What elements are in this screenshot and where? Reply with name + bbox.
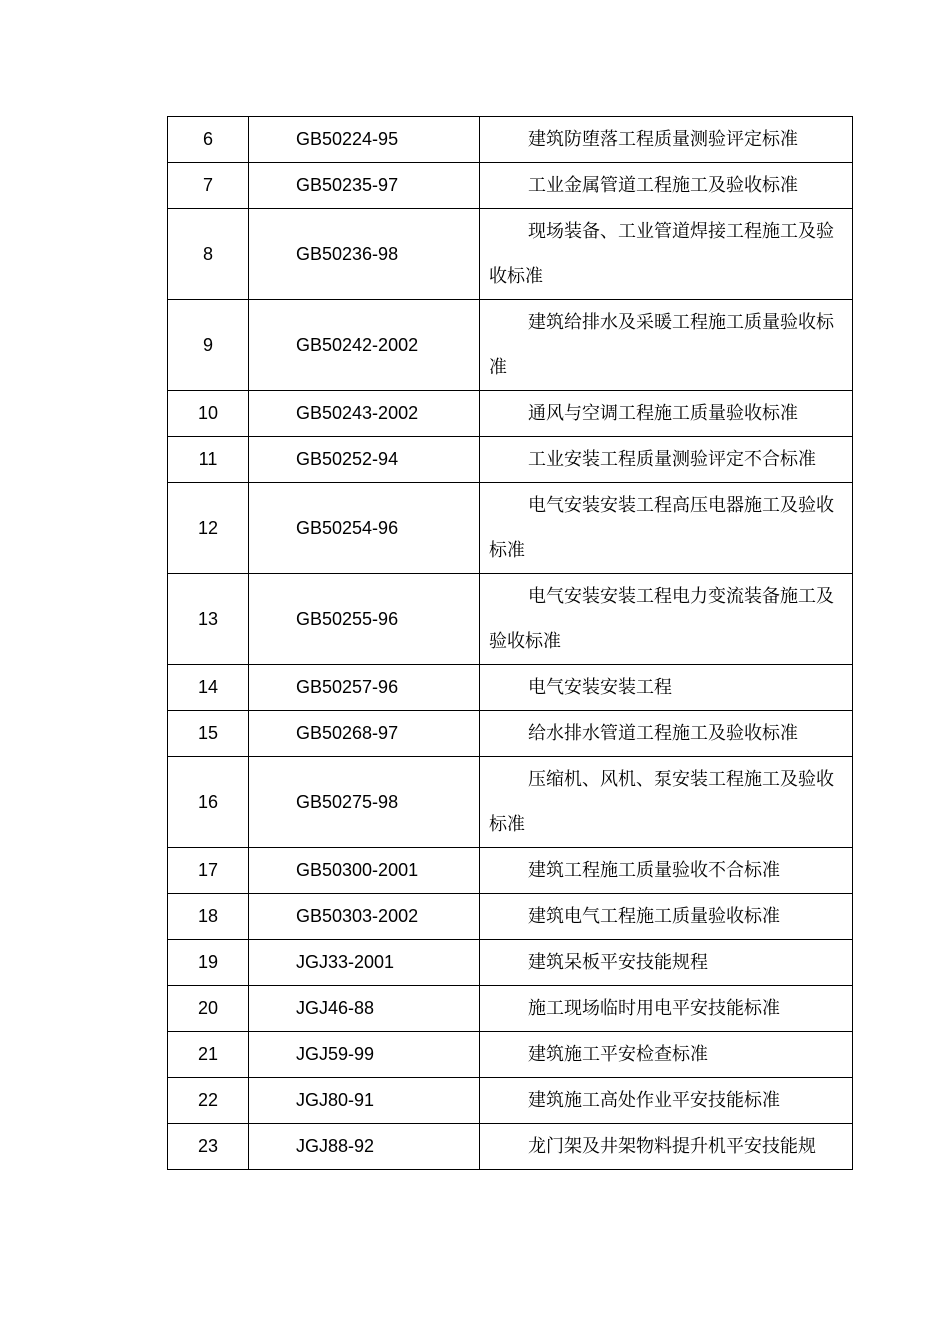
standard-title: 给水排水管道工程施工及验收标准 xyxy=(528,723,798,744)
table-row xyxy=(168,391,853,437)
standard-title-cell xyxy=(480,209,853,300)
table-row xyxy=(168,711,853,757)
standard-title-cell xyxy=(480,300,853,391)
table-row xyxy=(168,163,853,209)
standard-title: 通风与空调工程施工质量验收标准 xyxy=(528,403,798,424)
standard-code: GB50300-2001 xyxy=(249,848,480,894)
standard-code: GB50235-97 xyxy=(249,163,480,209)
table-row xyxy=(168,574,853,665)
standard-title: 电气安装安装工程电力变流装备施工及验收标准 xyxy=(489,586,834,652)
row-number: 11 xyxy=(168,437,249,483)
row-number: 15 xyxy=(168,711,249,757)
standard-title: 建筑给排水及采暖工程施工质量验收标准 xyxy=(489,312,834,378)
standards-table xyxy=(167,116,853,1170)
standard-title-cell xyxy=(480,117,853,163)
standard-code: GB50257-96 xyxy=(249,665,480,711)
row-number: 17 xyxy=(168,848,249,894)
table-row xyxy=(168,940,853,986)
standard-title: 压缩机、风机、泵安装工程施工及验收标准 xyxy=(489,769,834,835)
row-number: 9 xyxy=(168,300,249,391)
table-row xyxy=(168,986,853,1032)
standard-code: GB50243-2002 xyxy=(249,391,480,437)
standard-code: GB50303-2002 xyxy=(249,894,480,940)
standard-title-cell xyxy=(480,986,853,1032)
table-row xyxy=(168,300,853,391)
standard-code: GB50224-95 xyxy=(249,117,480,163)
standard-title: 建筑电气工程施工质量验收标准 xyxy=(528,906,780,927)
standard-title-cell xyxy=(480,848,853,894)
standard-title: 建筑施工平安检查标准 xyxy=(528,1044,708,1065)
standard-title-cell xyxy=(480,437,853,483)
row-number: 6 xyxy=(168,117,249,163)
standard-title: 建筑呆板平安技能规程 xyxy=(528,952,708,973)
row-number: 20 xyxy=(168,986,249,1032)
row-number: 19 xyxy=(168,940,249,986)
table-row xyxy=(168,894,853,940)
table-row xyxy=(168,757,853,848)
standard-code: GB50268-97 xyxy=(249,711,480,757)
table-row xyxy=(168,483,853,574)
standard-title-cell xyxy=(480,1124,853,1170)
standard-code: GB50254-96 xyxy=(249,483,480,574)
table-row xyxy=(168,1124,853,1170)
standard-title-cell xyxy=(480,163,853,209)
standard-code: GB50255-96 xyxy=(249,574,480,665)
standards-table-body xyxy=(168,117,853,1170)
table-row xyxy=(168,117,853,163)
standard-title: 电气安装安装工程 xyxy=(528,677,672,698)
row-number: 13 xyxy=(168,574,249,665)
standard-code: GB50275-98 xyxy=(249,757,480,848)
standard-title: 现场装备、工业管道焊接工程施工及验收标准 xyxy=(489,221,834,287)
standard-title-cell xyxy=(480,574,853,665)
table-row xyxy=(168,1032,853,1078)
standard-title-cell xyxy=(480,757,853,848)
standard-title: 建筑防堕落工程质量测验评定标准 xyxy=(528,129,798,150)
standard-title-cell xyxy=(480,665,853,711)
standard-title: 建筑施工高处作业平安技能标准 xyxy=(528,1090,780,1111)
table-row xyxy=(168,209,853,300)
standard-title-cell xyxy=(480,1078,853,1124)
standard-code: JGJ59-99 xyxy=(249,1032,480,1078)
standard-code: GB50236-98 xyxy=(249,209,480,300)
standard-title: 工业安装工程质量测验评定不合标准 xyxy=(528,449,816,470)
standard-code: JGJ46-88 xyxy=(249,986,480,1032)
standard-code: JGJ33-2001 xyxy=(249,940,480,986)
row-number: 21 xyxy=(168,1032,249,1078)
row-number: 16 xyxy=(168,757,249,848)
standard-code: JGJ88-92 xyxy=(249,1124,480,1170)
row-number: 8 xyxy=(168,209,249,300)
standard-code: GB50252-94 xyxy=(249,437,480,483)
row-number: 22 xyxy=(168,1078,249,1124)
table-row xyxy=(168,848,853,894)
row-number: 14 xyxy=(168,665,249,711)
row-number: 10 xyxy=(168,391,249,437)
standard-title: 工业金属管道工程施工及验收标准 xyxy=(528,175,798,196)
table-row xyxy=(168,665,853,711)
standard-title: 电气安装安装工程高压电器施工及验收标准 xyxy=(489,495,834,561)
row-number: 18 xyxy=(168,894,249,940)
row-number: 12 xyxy=(168,483,249,574)
table-row xyxy=(168,1078,853,1124)
standard-title-cell xyxy=(480,894,853,940)
standard-title-cell xyxy=(480,483,853,574)
table-row xyxy=(168,437,853,483)
standard-code: JGJ80-91 xyxy=(249,1078,480,1124)
standard-title-cell xyxy=(480,940,853,986)
row-number: 23 xyxy=(168,1124,249,1170)
standard-code: GB50242-2002 xyxy=(249,300,480,391)
row-number: 7 xyxy=(168,163,249,209)
standard-title-cell xyxy=(480,1032,853,1078)
standard-title: 龙门架及井架物料提升机平安技能规 xyxy=(528,1136,816,1157)
standard-title: 施工现场临时用电平安技能标准 xyxy=(528,998,780,1019)
standard-title-cell xyxy=(480,711,853,757)
standard-title: 建筑工程施工质量验收不合标准 xyxy=(528,860,780,881)
standard-title-cell xyxy=(480,391,853,437)
